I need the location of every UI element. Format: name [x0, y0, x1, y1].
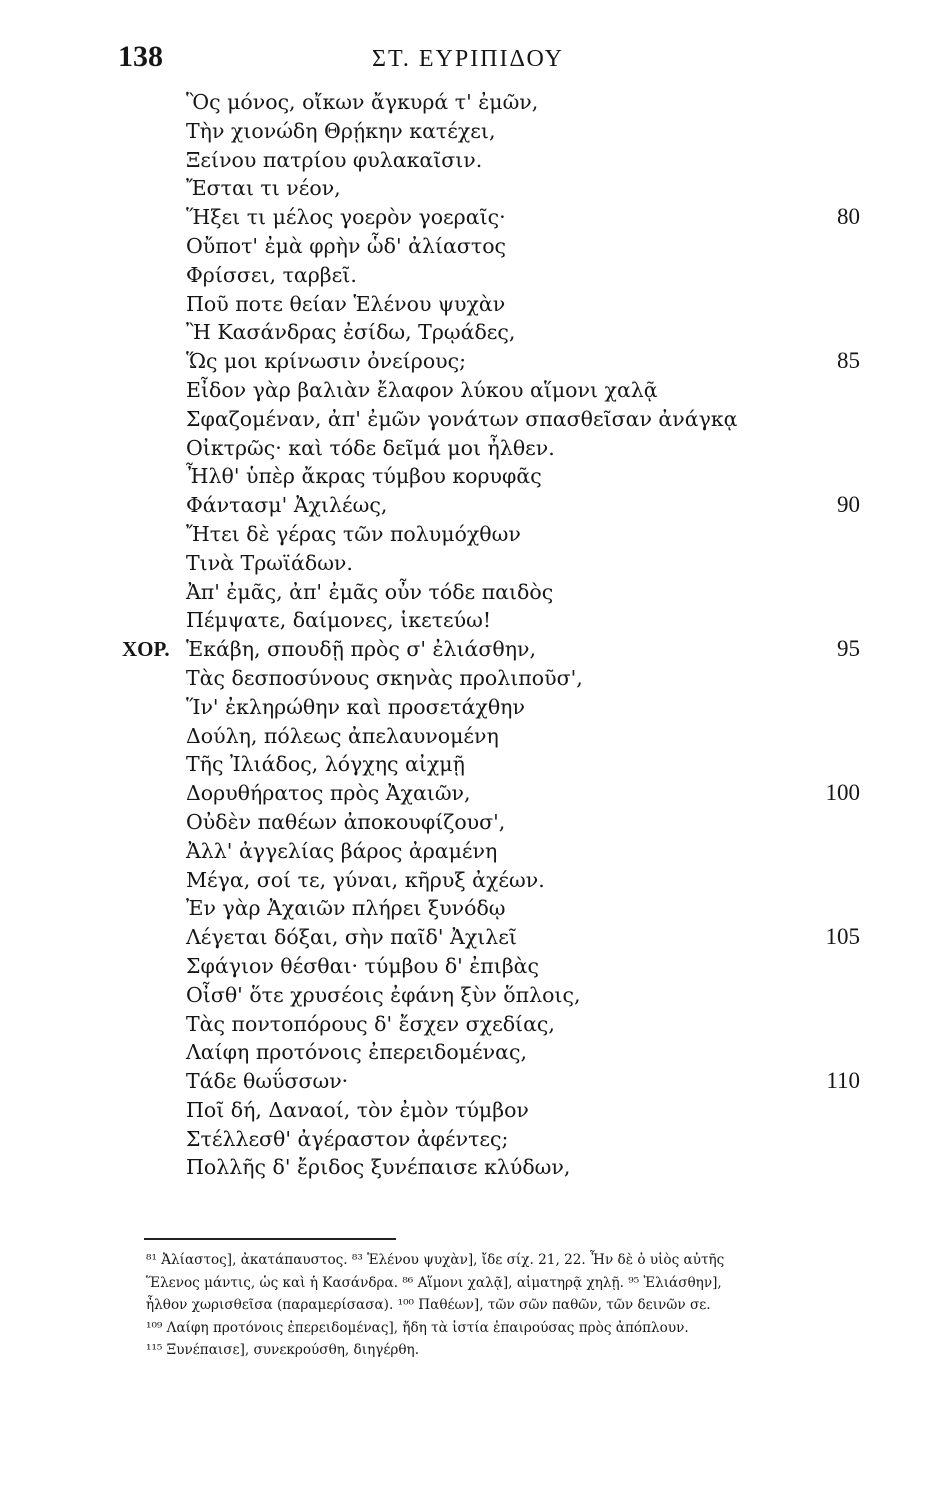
speaker-label: ΧΟΡ. [122, 637, 170, 662]
verse-line [0, 376, 927, 405]
verse-text: Σφάγιον θέσθαι· τύμβου δ' ἐπιβὰς [186, 953, 539, 978]
footnote-line: Ἕλενος μάντις, ὡς καὶ ἡ Κασάνδρα. ⁸⁶ Αἵμονι χαλᾷ], αἱματηρᾷ χηλῇ. ⁹⁵ Ἐλιάσθην], [146, 1274, 722, 1291]
line-number: 90 [837, 492, 860, 518]
page-number: 138 [118, 40, 163, 73]
verse-line [0, 520, 927, 549]
footnote-rule [144, 1238, 396, 1240]
verse-text: Λέγεται δόξαι, σὴν παῖδ' Ἀχιλεῖ [186, 925, 517, 950]
verse-text: Φάντασμ' Ἀχιλέως, [186, 493, 388, 518]
verse-line [0, 347, 927, 376]
verse-line [0, 837, 927, 866]
verse-line [0, 462, 927, 491]
verse-line [0, 808, 927, 837]
verse-line [0, 549, 927, 578]
verse-text: Ἦλθ' ὑπὲρ ἄκρας τύμβου κορυφᾶς [186, 464, 542, 489]
verse-line [0, 981, 927, 1010]
verse-text: Οὐδὲν παθέων ἀποκουφίζουσ', [186, 809, 506, 834]
verse-line [0, 606, 927, 635]
verse-text: Ἥξει τι μέλος γοερὸν γοεραῖς· [186, 205, 506, 230]
verse-text: Τὰς δεσποσύνους σκηνὰς προλιποῦσ', [186, 665, 583, 690]
verse-text: Ποῦ ποτε θείαν Ἑλένου ψυχὰν [186, 291, 506, 316]
verse-text: Ξείνου πατρίου φυλακαῖσιν. [186, 147, 483, 172]
verse-line [0, 88, 927, 117]
verse-line [0, 146, 927, 175]
verse-text: Τὴν χιονώδη Θρῄκην κατέχει, [186, 118, 496, 143]
verse-line [0, 923, 927, 952]
verse-text: Τῆς Ἰλιάδος, λόγχης αἰχμῇ [186, 752, 465, 777]
line-number: 100 [825, 780, 860, 806]
footnote-line: ἦλθον χωρισθεῖσα (παραμερίσασα). ¹⁰⁰ Παθέων], τῶν σῶν παθῶν, τῶν δεινῶν σε. [146, 1297, 711, 1313]
verse-text: Εἶδον γὰρ βαλιὰν ἔλαφον λύκου αἵμονι χαλᾷ [186, 377, 658, 402]
verse-text: Ἀλλ' ἀγγελίας βάρος ἀραμένη [186, 838, 498, 863]
footnote-line: ¹¹⁵ Ξυνέπαισε], συνεκρούσθη, διηγέρθη. [146, 1342, 420, 1358]
verse-text: Φρίσσει, ταρβεῖ. [186, 262, 357, 287]
verse-line [0, 434, 927, 463]
verse-text: Ὃς μόνος, οἴκων ἄγκυρά τ' ἐμῶν, [186, 90, 539, 114]
line-number: 80 [837, 204, 860, 230]
running-head: ΣΤ. ΕΥΡΙΠΙΔΟΥ [372, 46, 564, 72]
verse-text: Οἶσθ' ὅτε χρυσέοις ἐφάνη ξὺν ὅπλοις, [186, 982, 581, 1007]
verse-text: Μέγα, σοί τε, γύναι, κῆρυξ ἀχέων. [186, 867, 545, 892]
verse-text: Ἵν' ἐκληρώθην καὶ προσετάχθην [186, 694, 525, 719]
page-header [0, 40, 927, 80]
verse-text: Ποῖ δή, Δαναοί, τὸν ἐμὸν τύμβον [186, 1097, 529, 1122]
verse-line [0, 1153, 927, 1182]
verse-text: Πολλῆς δ' ἔριδος ξυνέπαισε κλύδων, [186, 1155, 571, 1180]
line-number: 105 [825, 924, 860, 950]
verse-line [0, 779, 927, 808]
footnote-line: ¹⁰⁹ Λαίφη προτόνοις ἐπερειδομένας], ἤδη τὰ ἱστία ἐπαιρούσας πρὸς ἀπόπλουν. [146, 1319, 689, 1336]
verse-text: Δούλη, πόλεως ἀπελαυνομένη [186, 723, 499, 748]
verse-text: Τινὰ Τρωϊάδων. [186, 550, 353, 575]
verse-line [0, 203, 927, 232]
verse-line [0, 866, 927, 895]
verse-line [0, 491, 927, 520]
verse-line [0, 1038, 927, 1067]
footnote-line: ⁸¹ Ἀλίαστος], ἀκατάπαυστος. ⁸³ Ἑλένου ψυχὰν], ἴδε σίχ. 21, 22. Ἦν δὲ ὁ υἱὸς αὐτῆς [146, 1252, 725, 1268]
verse-line [0, 1067, 927, 1096]
verse-line [0, 578, 927, 607]
verse-text: Πέμψατε, δαίμονες, ἱκετεύω! [186, 608, 492, 633]
verse-text: Στέλλεσθ' ἀγέραστον ἀφέντες; [186, 1126, 509, 1151]
verse-text: Ἤτει δὲ γέρας τῶν πολυμόχθων [186, 521, 521, 546]
verse-text: Σφαζομέναν, ἀπ' ἐμῶν γονάτων σπασθεῖσαν ἀνάγκᾳ [186, 406, 738, 431]
verse-line [0, 1125, 927, 1154]
verse-line [0, 318, 927, 347]
verse-text: Λαίφη προτόνοις ἐπερειδομένας, [186, 1040, 527, 1065]
verse-text: Δορυθήρατος πρὸς Ἀχαιῶν, [186, 781, 471, 806]
verse-line [0, 405, 927, 434]
verse-line [0, 952, 927, 981]
verse-line [0, 693, 927, 722]
verse-line [0, 664, 927, 693]
verse-line [0, 635, 927, 664]
verse-text: Ἑκάβη, σπουδῇ πρὸς σ' ἐλιάσθην, [186, 637, 536, 662]
verse-line [0, 722, 927, 751]
verse-text: Ἀπ' ἐμᾶς, ἀπ' ἐμᾶς οὖν τόδε παιδὸς [186, 579, 554, 604]
verse-text: Ἔσται τι νέον, [186, 176, 341, 201]
verse-line [0, 232, 927, 261]
verse-line [0, 290, 927, 319]
verse-block [0, 88, 927, 1182]
verse-text: Ὥς μοι κρίνωσιν ὀνείρους; [186, 349, 467, 374]
verse-line [0, 117, 927, 146]
verse-line [0, 894, 927, 923]
line-number: 110 [826, 1068, 860, 1094]
verse-line [0, 1010, 927, 1039]
verse-line [0, 750, 927, 779]
verse-line [0, 1096, 927, 1125]
line-number: 85 [837, 348, 860, 374]
verse-text: Οἰκτρῶς· καὶ τόδε δεῖμά μοι ἦλθεν. [186, 435, 555, 460]
footnotes [146, 1249, 866, 1362]
verse-text: Ἐν γὰρ Ἀχαιῶν πλήρει ξυνόδῳ [186, 896, 506, 921]
verse-text: Ἢ Κασάνδρας ἐσίδω, Τρῳάδες, [186, 320, 516, 345]
verse-text: Οὔποτ' ἐμὰ φρὴν ὧδ' ἀλίαστος [186, 233, 507, 258]
verse-text: Τὰς ποντοπόρους δ' ἔσχεν σχεδίας, [186, 1011, 555, 1036]
verse-line [0, 261, 927, 290]
verse-line [0, 174, 927, 203]
line-number: 95 [837, 636, 860, 662]
verse-text: Τάδε θωΰσσων· [186, 1069, 349, 1094]
